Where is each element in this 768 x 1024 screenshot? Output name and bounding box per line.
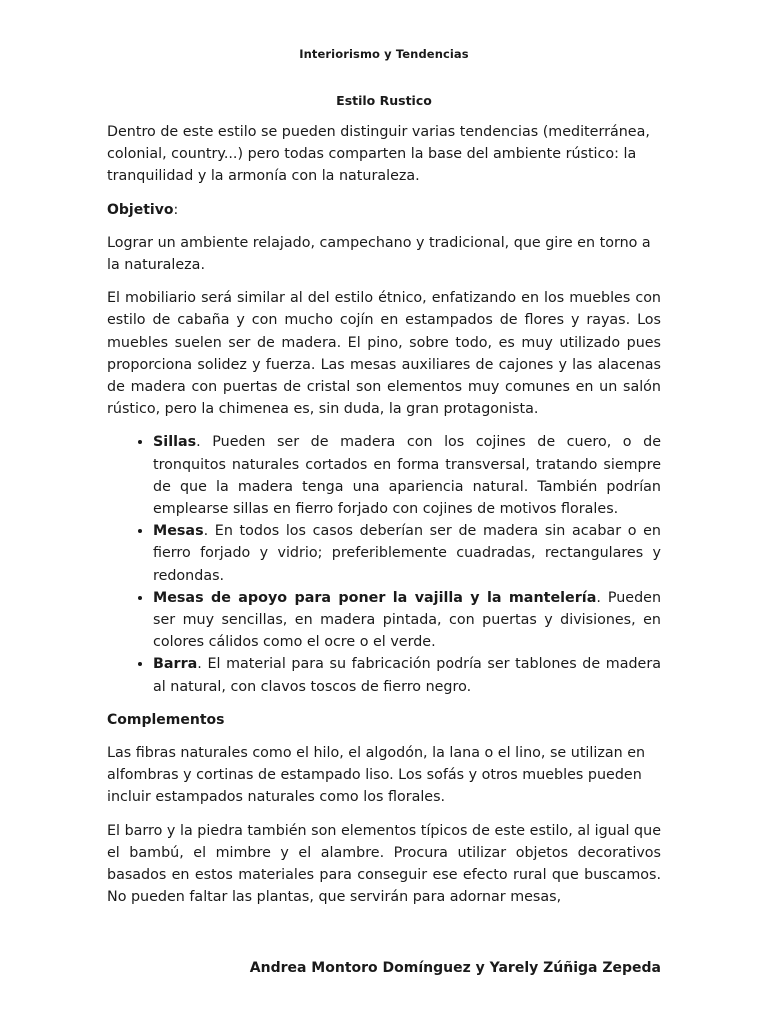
list-item-term: Mesas <box>153 523 204 540</box>
list-item-text: . En todos los casos deberían ser de madera sin acabar o en fierro forjado y vidrio; preferiblemente cuadradas, rectangulares y redondas. <box>153 523 661 584</box>
list-item-term: Barra <box>153 656 198 673</box>
page-footer-authors: Andrea Montoro Domínguez y Yarely Zúñiga Zepeda <box>249 960 661 976</box>
page-header: Interiorismo y Tendencias <box>299 47 469 61</box>
list-item-text: . Pueden ser muy sencillas, en madera pintada, con puertas y divisiones, en colores cálidos como el ocre o el verde. <box>153 589 662 651</box>
list-item <box>153 653 661 697</box>
list-item <box>153 431 661 520</box>
document-title: Estilo Rustico <box>336 93 432 108</box>
objetivo-heading-colon: : <box>173 201 179 218</box>
list-item-text: . El material para su fabricación podría ser tablones de madera al natural, con clavos toscos de fierro negro. <box>153 656 661 695</box>
complementos-paragraph-2: El barro y la piedra también son elementos típicos de este estilo, al igual que el bambú, el mimbre y el alambre. Procura utilizar objetos decorativos basados en estos materiales para conseguir ese efecto rural que buscamos. No pueden faltar las plantas, que servirán para adornar mesas, <box>107 822 661 906</box>
mobiliario-paragraph: El mobiliario será similar al del estilo étnico, enfatizando en los muebles con estilo de cabaña y con mucho cojín en estampados de flores y rayas. Los muebles suelen ser de madera. El pino, sobre todo, es muy utilizado pues proporciona solidez y fuerza. Las mesas auxiliares de cajones y las alacenas de madera con puertas de cristal son elementos muy comunes en un salón rústico, pero la chimenea es, sin duda, la gran protagonista. <box>107 290 661 418</box>
objetivo-heading-text: Objetivo <box>107 201 174 218</box>
complementos-heading: Complementos <box>107 711 225 728</box>
list-item-term: Mesas de apoyo para poner la vajilla y la mantelería <box>153 589 597 606</box>
complementos-paragraph-1: Las fibras naturales como el hilo, el algodón, la lana o el lino, se utilizan en alfombras y cortinas de estampado liso. Los sofás y otros muebles pueden incluir estampados naturales como los florales. <box>107 745 646 806</box>
list-item <box>153 520 661 587</box>
list-item <box>153 587 661 654</box>
document-body <box>107 92 661 920</box>
objetivo-heading <box>107 199 661 221</box>
intro-paragraph: Dentro de este estilo se pueden distinguir varias tendencias (mediterránea, colonial, country...) pero todas comparten la base del ambiente rústico: la tranquilidad y la armonía con la naturaleza. <box>107 124 650 185</box>
list-item-text: . Pueden ser de madera con los cojines de cuero, o de tronquitos naturales cortados en forma transversal, tratando siempre de que la madera tenga una apariencia natural. También podrían emplearse sillas en fierro forjado con cojines de motivos florales. <box>153 434 661 518</box>
objetivo-paragraph: Lograr un ambiente relajado, campechano y tradicional, que gire en torno a la naturaleza. <box>107 234 651 274</box>
furniture-list <box>107 431 661 697</box>
list-item-term: Sillas <box>153 434 197 451</box>
